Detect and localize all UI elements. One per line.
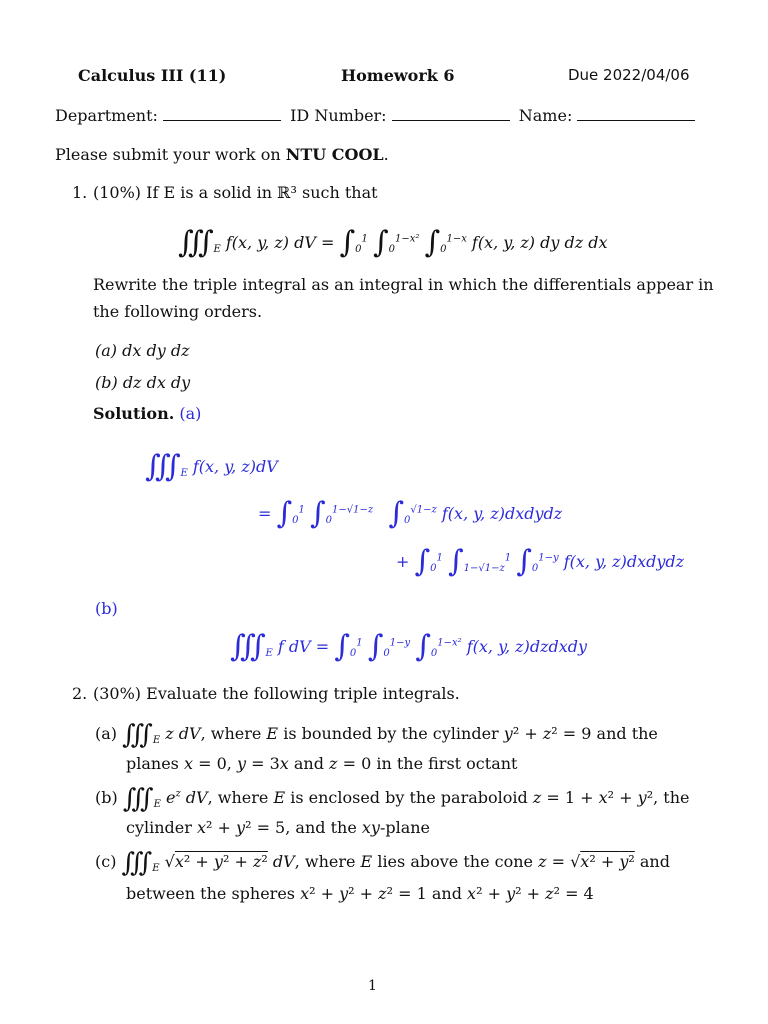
problem2-part-a-line2: planes x = 0, y = 3x and z = 0 in the first octant [126, 754, 518, 773]
problem2-part-c-line2: between the spheres x² + y² + z² = 1 and x² + y² + z² = 4 [126, 884, 594, 903]
solution-a-label: (a) [179, 404, 202, 423]
problem1-intro: (10%) If E is a solid in ℝ³ such that [93, 183, 378, 202]
due-date: Due 2022/04/06 [568, 66, 690, 84]
submit-note-suffix: . [383, 145, 389, 164]
problem2-intro: (30%) Evaluate the following triple integrals. [93, 684, 460, 703]
department-blank [163, 108, 281, 121]
solution-heading [93, 404, 201, 423]
fields-row [55, 106, 695, 125]
page-number: 1 [368, 978, 377, 994]
name-label: Name: [518, 106, 573, 125]
solution-label: Solution. [93, 404, 175, 423]
problem1-instruction-line1: Rewrite the triple integral as an integral in which the differentials appear in [93, 275, 714, 294]
problem1-given-integral: $∭_E$ f(x, y, z) dV = $\int_0^1$ $\int_0^{1-x^2}$ $\int_0^{1-x}$ f(x, y, z) dy dz dx [178, 225, 608, 260]
submit-note-prefix: Please submit your work on [55, 145, 286, 164]
submit-platform: NTU COOL [285, 145, 384, 164]
problem1-part-b: (b) dz dx dy [95, 373, 191, 392]
course-title: Calculus III (11) [78, 66, 227, 85]
id-label: ID Number: [290, 106, 387, 125]
solution-a-line2: = $\int_0^1$ $\int_0^{1-√1-z}$ $\int_0^{√1-z}$ f(x, y, z)dxdydz [258, 496, 563, 531]
problem1-instruction-line2: the following orders. [93, 302, 263, 321]
solution-b-label: (b) [95, 599, 118, 618]
problem2-part-b-line2: cylinder x² + y² = 5, and the xy-plane [126, 818, 431, 837]
problem1-number: 1. [72, 183, 88, 202]
name-blank [577, 108, 695, 121]
id-blank [392, 108, 510, 121]
solution-a-line3: + $\int_0^1$ $\int_{1-√1-z}^1$ $\int_0^{1-y}$ f(x, y, z)dxdydz [396, 544, 685, 579]
problem2-part-b: (b) $∭_E$ $e^z$ dV, where E is enclosed by the paraboloid z = 1 + x² + y², the [95, 784, 690, 814]
solution-a-line1: $∭_E$ f(x, y, z)dV [145, 449, 278, 484]
department-label: Department: [55, 106, 158, 125]
homework-title: Homework 6 [341, 66, 455, 85]
problem2-number: 2. [72, 684, 88, 703]
problem2-part-c: (c) $∭_E$ √x² + y² + z² dV, where E lies above the cone z = √x² + y² and [95, 848, 670, 878]
problem1-part-a: (a) dx dy dz [95, 341, 190, 360]
submit-note [55, 145, 389, 164]
solution-b-line: $∭_E$ f dV = $\int_0^1$ $\int_0^{1-y}$ $\int_0^{1-x^2}$ f(x, y, z)dzdxdy [230, 629, 588, 664]
problem2-part-a: (a) $∭_E$ z dV, where E is bounded by the cylinder y² + z² = 9 and the [95, 720, 658, 750]
